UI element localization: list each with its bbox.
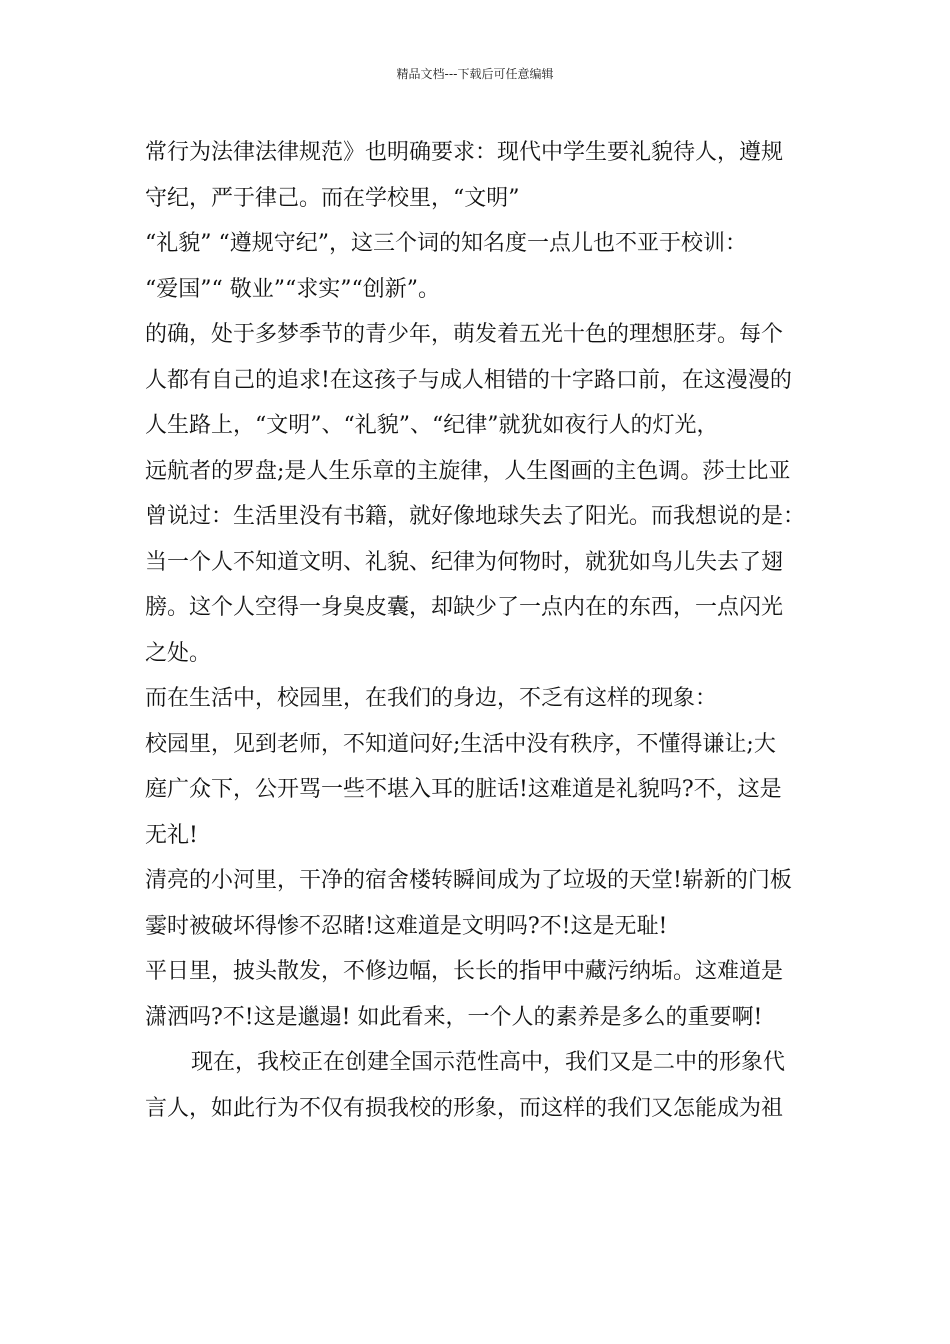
text-line: 人都有自己的追求!在这孩子与成人相错的十字路口前，在这漫漫的: [145, 367, 792, 393]
text-line: 而在生活中，校园里，在我们的身边，不乏有这样的现象：: [145, 686, 718, 711]
text-line: 远航者的罗盘;是人生乐章的主旋律，人生图画的主色调。莎士比亚: [145, 458, 791, 484]
text-line: 膀。这个人空得一身臭皮囊，却缺少了一点内在的东西，一点闪光: [145, 595, 784, 620]
text-line: 之处。: [145, 640, 212, 666]
text-line: 潇洒吗?不!这是邋遢! 如此看来，一个人的素养是多么的重要啊!: [145, 1004, 763, 1030]
text-line: 常行为法律法律规范》也明确要求：现代中学生要礼貌待人，遵规: [145, 140, 784, 165]
text-line: 守纪，严于律己。而在学校里，“文明”: [145, 185, 520, 211]
text-line: 无礼!: [145, 822, 198, 848]
text-line: 曾说过：生活里没有书籍，就好像地球失去了阳光。而我想说的是：: [145, 504, 806, 529]
text-line: 校园里，见到老师，不知道问好;生活中没有秩序，不懂得谦让;大: [145, 731, 776, 757]
text-line: 现在，我校正在创建全国示范性高中，我们又是二中的形象代: [191, 1050, 786, 1075]
text-line: “爱国”“ 敬业”“求实”“创新”。: [145, 276, 440, 302]
text-line: 人生路上，“文明”、“礼貌”、“纪律”就犹如夜行人的灯光，: [145, 413, 719, 438]
text-line: 平日里，披头散发，不修边幅，长长的指甲中藏污纳垢。这难道是: [145, 959, 784, 984]
document-body: [145, 130, 835, 1131]
text-line: 的确，处于多梦季节的青少年，萌发着五光十色的理想胚芽。每个: [145, 322, 784, 347]
page-header: 精品文档---下载后可任意编辑: [396, 67, 554, 81]
text-line: “礼貌” “遵规守纪”，这三个词的知名度一点儿也不亚于校训：: [145, 231, 747, 256]
text-line: 清亮的小河里，干净的宿舍楼转瞬间成为了垃圾的天堂!崭新的门板: [145, 868, 792, 893]
text-line: 霎时被破坏得惨不忍睹!这难道是文明吗?不!这是无耻!: [145, 913, 668, 939]
text-line: 言人，如此行为不仅有损我校的形象，而这样的我们又怎能成为祖: [145, 1095, 784, 1121]
text-line: 当一个人不知道文明、礼貌、纪律为何物时，就犹如鸟儿失去了翅: [145, 549, 784, 575]
text-line: 庭广众下，公开骂一些不堪入耳的脏话!这难道是礼貌吗?不，这是: [145, 777, 782, 802]
